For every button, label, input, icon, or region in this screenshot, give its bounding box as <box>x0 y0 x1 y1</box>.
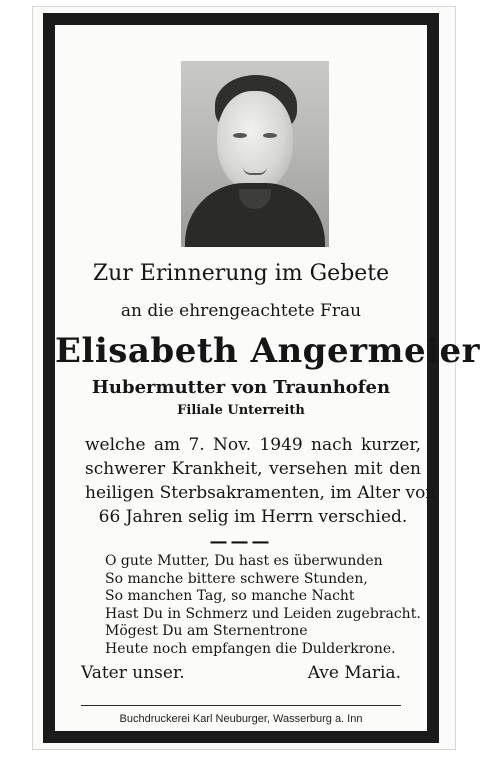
memorial-card <box>32 6 480 750</box>
portrait-eye-right <box>263 133 277 138</box>
deceased-name: Elisabeth Angermeier <box>55 331 480 371</box>
printer-credit: Buchdruckerei Karl Neuburger, Wasserburg a. Inn <box>119 713 363 725</box>
black-border-frame <box>43 13 480 743</box>
obituary-line: 66 Jahren selig im Herrn verschied. <box>98 507 408 527</box>
memorial-subheading: an die ehrengeachtete Frau <box>120 301 362 321</box>
poem-line: So manche bittere schwere Stunden, <box>105 570 368 587</box>
poem-line: Heute noch empfangen die Dulderkrone. <box>105 640 396 657</box>
separator-dashes: ——— <box>209 531 273 552</box>
portrait-photo <box>181 61 329 247</box>
obituary-line: welche am 7. Nov. 1949 nach kurzer, <box>85 435 421 455</box>
portrait-face <box>217 91 293 191</box>
portrait-eye-left <box>233 133 247 138</box>
poem-line: So manchen Tag, so manche Nacht <box>105 588 355 604</box>
card-content <box>55 25 480 731</box>
prayer-ave-maria: Ave Maria. <box>307 663 401 683</box>
deceased-role: Hubermutter von Traunhofen <box>91 377 391 398</box>
prayer-vater-unser: Vater unser. <box>81 663 185 683</box>
poem-line: Hast Du in Schmerz und Leiden zugebracht. <box>105 605 421 622</box>
memorial-heading: Zur Erinnerung im Gebete <box>92 261 390 286</box>
obituary-line: schwerer Krankheit, versehen mit den <box>85 459 421 479</box>
deceased-branch: Filiale Unterreith <box>177 403 305 418</box>
footer-divider <box>81 705 401 706</box>
poem-line: O gute Mutter, Du hast es überwunden <box>105 553 383 569</box>
obituary-paragraph <box>85 433 437 529</box>
memorial-poem <box>105 553 421 658</box>
obituary-line: heiligen Sterbsakramenten, im Alter von <box>85 483 437 503</box>
poem-line: Mögest Du am Sternentrone <box>105 623 308 639</box>
